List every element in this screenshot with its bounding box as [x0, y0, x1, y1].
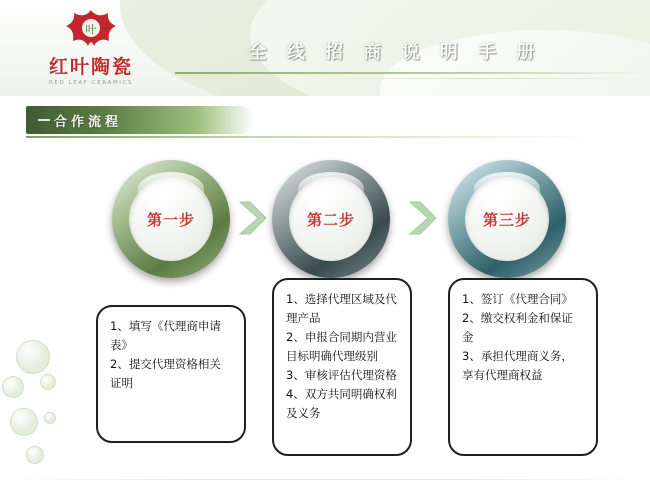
step-circle-1[interactable] — [112, 160, 230, 278]
section-underline — [26, 136, 626, 138]
step-ring-gloss-3 — [474, 172, 540, 206]
step-body-text-2: 1、选择代理区域及代理产品 2、申报合同期内营业目标明确代理级别 3、审核评估代理资格 4、双方共同明确权利及义务 — [286, 292, 397, 420]
section-tag-dash — [38, 119, 50, 121]
logo-wordmark: 红叶陶瓷 — [48, 56, 133, 78]
maple-leaf-logo-icon — [63, 8, 119, 56]
logo-subtitle: RED LEAF CERAMICS — [48, 80, 134, 86]
step-ring-gloss-2 — [298, 172, 364, 206]
arrow-right-icon-2 — [408, 200, 438, 236]
step-ring-gloss-1 — [138, 172, 204, 206]
section-tag-label: 合作流程 — [54, 114, 123, 130]
svg-text:叶: 叶 — [85, 23, 97, 36]
header-divider-line — [175, 72, 650, 74]
step-body-text-1: 1、填写《代理商申请表》 2、提交代理资格相关证明 — [110, 319, 221, 390]
step-body-box-2 — [272, 278, 412, 456]
step-circle-3[interactable] — [448, 160, 566, 278]
page-title: 全 线 招 商 说 明 手 册 — [248, 42, 542, 63]
section-tag — [26, 106, 254, 134]
arrow-right-icon-1 — [238, 200, 268, 236]
step-label-1: 第一步 — [146, 210, 195, 229]
step-circle-2[interactable] — [272, 160, 390, 278]
step-label-3: 第三步 — [482, 210, 531, 229]
step-body-text-3: 1、签订《代理合同》 2、缴交权利金和保证金 3、承担代理商义务，享有代理商权益 — [462, 292, 573, 382]
footer-rule — [0, 479, 650, 480]
step-body-box-1 — [96, 305, 246, 443]
step-label-2: 第二步 — [306, 210, 355, 229]
header-divider-line-secondary — [300, 78, 650, 79]
brand-logo — [16, 8, 166, 92]
step-body-box-3 — [448, 278, 598, 456]
